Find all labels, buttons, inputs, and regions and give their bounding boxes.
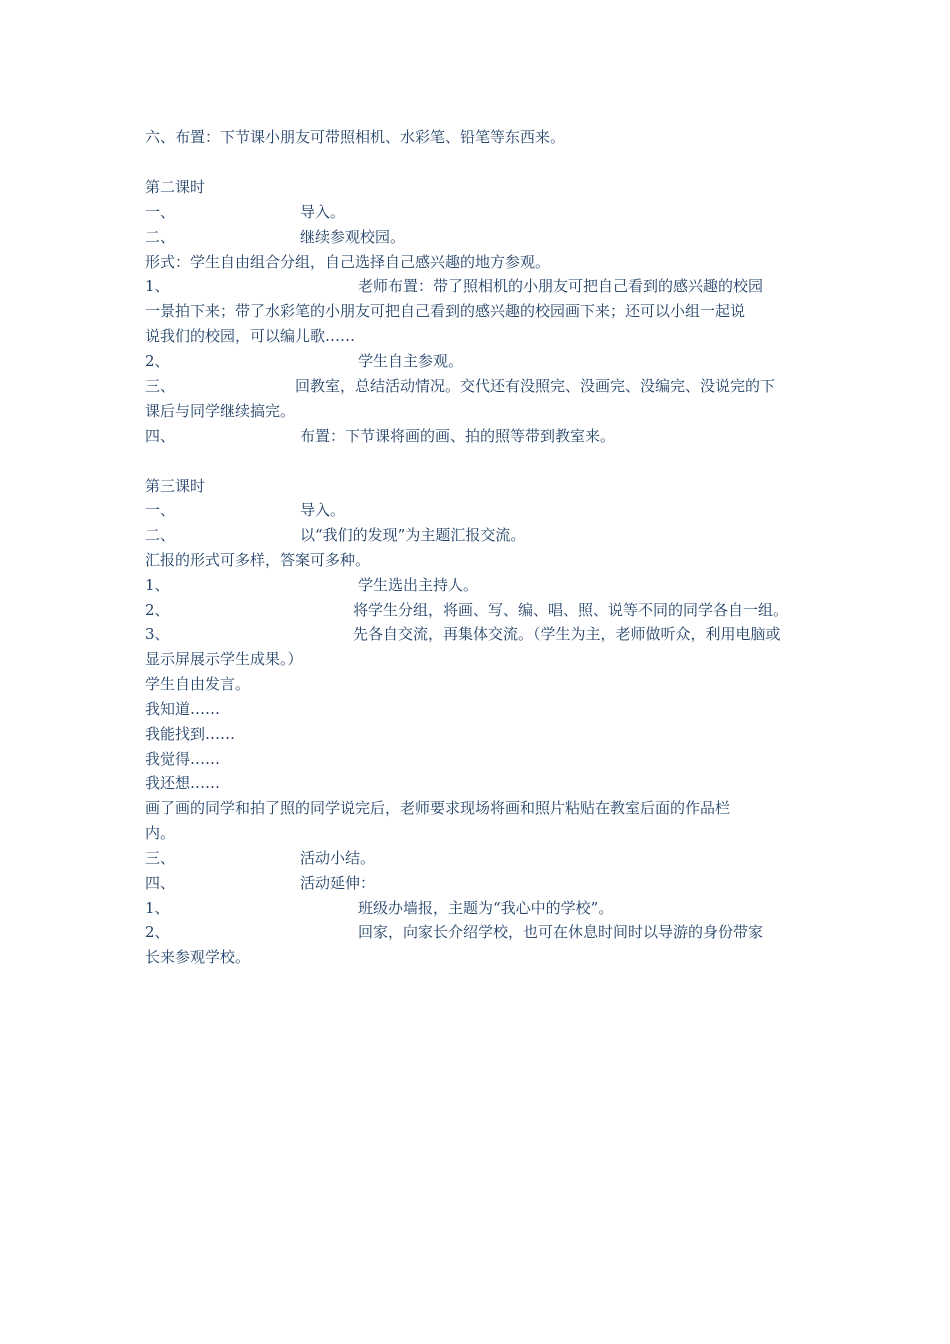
item-number: 二、 [145, 526, 176, 544]
item-text: 将学生分组，将画、写、编、唱、照、说等不同的同学各自一组。 [353, 601, 789, 619]
item-number: 一、 [145, 203, 176, 221]
item-text: 学生选出主持人。 [358, 576, 479, 594]
item-number: 2、 [145, 923, 170, 941]
item-text: 学生自主参观。 [358, 352, 464, 370]
lesson2-item-4 [145, 426, 616, 446]
item-text: 布置：下节课将画的画、拍的照等带到教室来。 [300, 427, 616, 445]
lesson3-sub-1 [145, 575, 479, 595]
lesson2-item-3 [145, 376, 776, 396]
lesson3-report: 汇报的形式可多样，答案可多种。 [145, 551, 371, 569]
item-number: 一、 [145, 501, 176, 519]
lesson3-extend-2 [145, 922, 764, 942]
lesson3-title: 第三课时 [145, 477, 206, 495]
item-number: 1、 [145, 576, 170, 594]
item-number: 1、 [145, 899, 170, 917]
prev-item-6: 六、布置：下节课小朋友可带照相机、水彩笔、铅笔等东西来。 [145, 128, 566, 146]
lesson2-sub-1 [145, 276, 764, 296]
item-text: 回教室，总结活动情况。交代还有没照完、没画完、没编完、没说完的下 [295, 377, 776, 395]
item-text: 先各自交流，再集体交流。（学生为主，老师做听众，利用电脑或 [353, 625, 781, 643]
item-text: 继续参观校园。 [300, 228, 406, 246]
item-text: 活动小结。 [300, 849, 376, 867]
item-text: 回家，向家长介绍学校，也可在休息时间时以导游的身份带家 [358, 923, 764, 941]
item-text: 老师布置：带了照相机的小朋友可把自己看到的感兴趣的校园 [358, 277, 764, 295]
lesson2-title: 第二课时 [145, 178, 206, 196]
lesson3-item-2 [145, 525, 526, 545]
lesson2-item-1 [145, 202, 346, 222]
lesson3-extend-2-cont: 长来参观学校。 [145, 948, 251, 966]
lesson3-item-1 [145, 500, 346, 520]
lesson3-sub-3-cont: 显示屏展示学生成果。） [145, 650, 303, 668]
item-number: 四、 [145, 427, 176, 445]
lesson3-free-speech: 学生自由发言。 [145, 675, 251, 693]
item-number: 三、 [145, 849, 176, 867]
lesson3-sub-3 [145, 624, 781, 644]
lesson3-sub-2 [145, 600, 789, 620]
item-text: 导入。 [300, 501, 346, 519]
lesson2-sub-1-cont-1: 一景拍下来；带了水彩笔的小朋友可把自己看到的感兴趣的校园画下来；还可以小组一起说 [145, 302, 746, 320]
lesson3-paste-1: 画了画的同学和拍了照的同学说完后，老师要求现场将画和照片粘贴在教室后面的作品栏 [145, 799, 731, 817]
lesson3-prompt-1: 我知道…… [145, 700, 221, 718]
item-number: 三、 [145, 377, 176, 395]
item-text: 班级办墙报，主题为“我心中的学校”。 [358, 899, 614, 917]
lesson3-extend-1 [145, 898, 614, 918]
lesson3-prompt-3: 我觉得…… [145, 750, 221, 768]
lesson3-item-3 [145, 848, 376, 868]
lesson2-form: 形式：学生自由组合分组，自己选择自己感兴趣的地方参观。 [145, 253, 551, 271]
lesson2-item-2 [145, 227, 406, 247]
lesson2-sub-1-cont-2: 说我们的校园，可以编儿歌…… [145, 327, 356, 345]
item-text: 活动延伸： [300, 874, 376, 892]
lesson3-prompt-2: 我能找到…… [145, 725, 236, 743]
lesson3-paste-2: 内。 [145, 824, 176, 842]
lesson3-prompt-4: 我还想…… [145, 774, 221, 792]
lesson2-sub-2 [145, 351, 464, 371]
item-text: 以“我们的发现”为主题汇报交流。 [300, 526, 526, 544]
item-number: 1、 [145, 277, 170, 295]
item-text: 导入。 [300, 203, 346, 221]
item-number: 2、 [145, 601, 170, 619]
item-number: 二、 [145, 228, 176, 246]
item-number: 2、 [145, 352, 170, 370]
lesson2-item-3-cont: 课后与同学继续搞完。 [145, 402, 296, 420]
lesson3-item-4 [145, 873, 376, 893]
item-number: 四、 [145, 874, 176, 892]
item-number: 3、 [145, 625, 170, 643]
